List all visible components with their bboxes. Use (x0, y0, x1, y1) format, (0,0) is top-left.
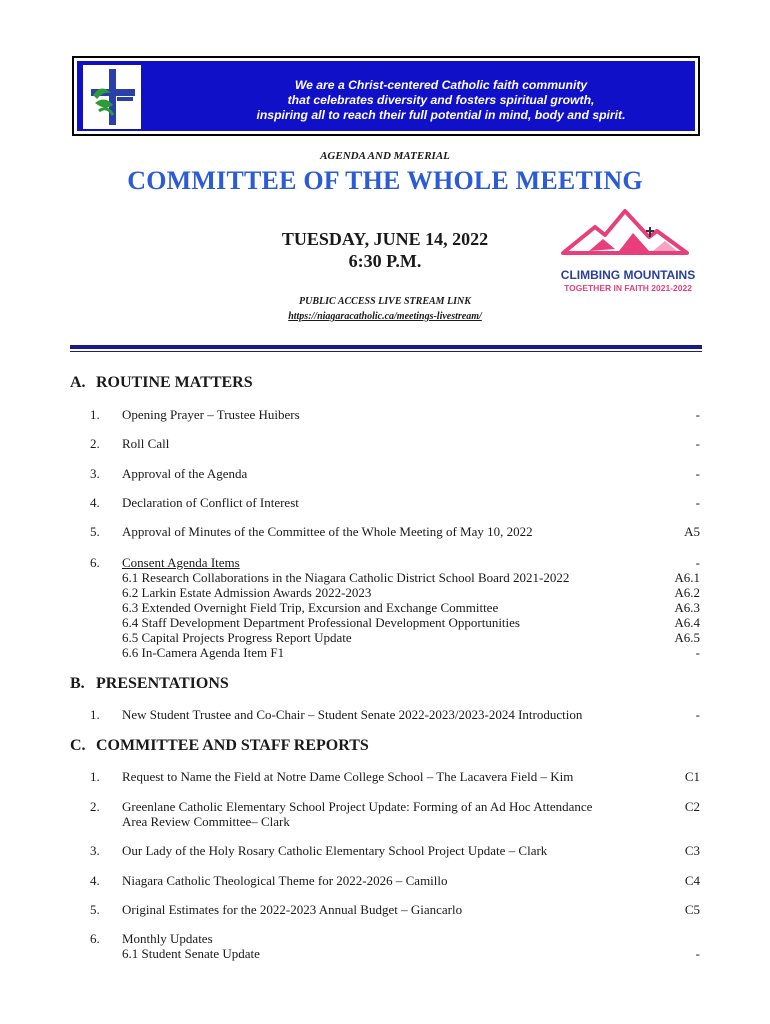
item-text: Greenlane Catholic Elementary School Project Update: Forming of an Ad Hoc Attendance (122, 799, 593, 814)
item-code: - (695, 466, 700, 481)
item-number: 4. (90, 873, 100, 888)
item-code: C4 (684, 873, 700, 888)
stream-label: PUBLIC ACCESS LIVE STREAM LINK (299, 296, 471, 307)
mission-line: that celebrates diversity and fosters spiritual growth, (287, 93, 595, 107)
sub-item-code: A6.2 (674, 585, 700, 600)
climbing-subtitle: TOGETHER IN FAITH 2021-2022 (564, 283, 692, 293)
section-title: ROUTINE MATTERS (96, 374, 253, 391)
meeting-datetime (240, 228, 530, 272)
item-code: - (695, 436, 700, 451)
item-code: C1 (684, 769, 700, 784)
mission-statement (197, 78, 685, 123)
divider (70, 345, 702, 349)
item-text-block (122, 555, 622, 660)
item-number: 4. (90, 495, 100, 510)
item-text: Roll Call (122, 436, 170, 451)
sub-item-text: 6.4 Staff Development Department Professional Development Opportunities (122, 615, 520, 630)
item-code-block (674, 555, 700, 660)
item-text-continued: Area Review Committee– Clark (122, 814, 290, 829)
sub-item-text: 6.2 Larkin Estate Admission Awards 2022-2023 (122, 585, 372, 600)
item-code: C2 (684, 799, 700, 814)
item-number: 2. (90, 436, 100, 451)
mission-line: inspiring all to reach their full potential in mind, body and spirit. (256, 108, 626, 122)
climbing-mountains-logo (553, 205, 703, 297)
sub-item-text: 6.3 Extended Overnight Field Trip, Excursion and Exchange Committee (122, 600, 499, 615)
section-heading-c (70, 737, 369, 755)
section-letter: B. (70, 675, 85, 692)
agenda-item (70, 555, 702, 659)
item-text: Declaration of Conflict of Interest (122, 495, 299, 510)
page-title: COMMITTEE OF THE WHOLE MEETING (127, 166, 643, 195)
climbing-title: CLIMBING MOUNTAINS (560, 268, 696, 282)
item-code: A5 (684, 524, 700, 539)
item-code: - (695, 555, 700, 570)
sub-item-text: 6.1 Research Collaborations in the Niagara Catholic District School Board 2021-2022 (122, 570, 570, 585)
item-number: 3. (90, 843, 100, 858)
sub-item-code: - (695, 645, 700, 660)
section-title: PRESENTATIONS (96, 675, 229, 692)
item-number: 2. (90, 799, 100, 814)
item-text: Request to Name the Field at Notre Dame College School – The Lacavera Field – Kim (122, 769, 574, 784)
section-letter: A. (70, 374, 86, 391)
item-text: Our Lady of the Holy Rosary Catholic Elementary School Project Update – Clark (122, 843, 548, 858)
item-code: - (695, 946, 700, 961)
item-text: Original Estimates for the 2022-2023 Annual Budget – Giancarlo (122, 902, 463, 917)
sub-item-text: 6.1 Student Senate Update (122, 946, 260, 961)
item-text: Niagara Catholic Theological Theme for 2022-2026 – Camillo (122, 873, 448, 888)
item-number: 6. (90, 931, 100, 946)
meeting-time: 6:30 P.M. (348, 251, 422, 271)
meeting-date: TUESDAY, JUNE 14, 2022 (281, 229, 489, 249)
item-number: 1. (90, 407, 100, 422)
item-code: C5 (684, 902, 700, 917)
mission-line: We are a Christ-centered Catholic faith community (294, 78, 588, 92)
item-number: 1. (90, 707, 100, 722)
item-number: 6. (90, 555, 100, 570)
item-text: Monthly Updates (122, 931, 213, 946)
sub-item-text: 6.6 In-Camera Agenda Item F1 (122, 645, 285, 660)
item-text: New Student Trustee and Co-Chair – Student Senate 2022-2023/2023-2024 Introduction (122, 707, 583, 722)
item-text: Opening Prayer – Trustee Huibers (122, 407, 300, 422)
sub-item-text: 6.5 Capital Projects Progress Report Update (122, 630, 352, 645)
sub-item-code: A6.4 (674, 615, 700, 630)
item-code: - (695, 407, 700, 422)
divider (70, 351, 702, 352)
item-number: 1. (90, 769, 100, 784)
item-number: 5. (90, 902, 100, 917)
item-code: C3 (684, 843, 700, 858)
sub-item-code: A6.5 (674, 630, 700, 645)
sub-item-code: A6.3 (674, 600, 700, 615)
item-code: - (695, 707, 700, 722)
mission-banner (72, 56, 700, 136)
item-text: Approval of the Agenda (122, 466, 248, 481)
section-heading-a (70, 374, 253, 392)
item-number: 3. (90, 466, 100, 481)
section-title: COMMITTEE AND STAFF REPORTS (96, 737, 369, 754)
section-heading-b (70, 675, 229, 693)
board-logo-icon (83, 65, 141, 129)
section-letter: C. (70, 737, 86, 754)
sub-item-code: A6.1 (674, 570, 700, 585)
agenda-label: AGENDA AND MATERIAL (320, 150, 450, 162)
consent-agenda-link[interactable]: Consent Agenda Items (122, 555, 240, 570)
item-code: - (695, 495, 700, 510)
item-text: Approval of Minutes of the Committee of the Whole Meeting of May 10, 2022 (122, 524, 533, 539)
item-number: 5. (90, 524, 100, 539)
stream-link[interactable]: https://niagaracatholic.ca/meetings-livestream/ (288, 311, 482, 322)
